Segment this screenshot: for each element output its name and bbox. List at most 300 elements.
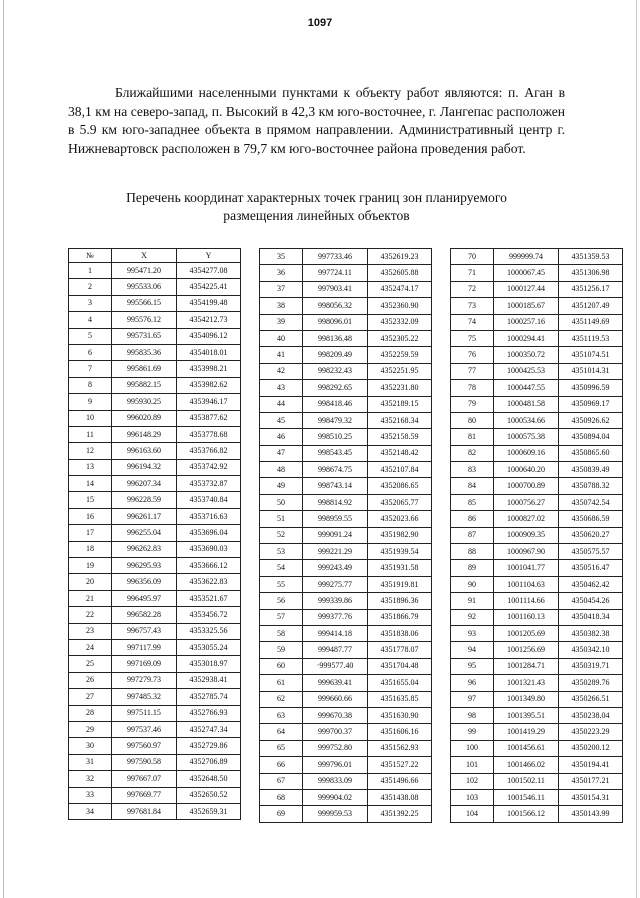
table-cell: 999414.18 [303,625,368,641]
table-cell: 4352086.65 [368,478,432,494]
table-row [69,754,241,770]
table-cell: 61 [260,675,303,691]
table-cell: 1001502.11 [494,773,559,789]
table-cell: 4350926.62 [559,412,623,428]
table-cell: 1001284.71 [494,658,559,674]
table-row [260,527,432,543]
table-row [69,443,241,459]
table-cell: 4351919.81 [368,576,432,592]
table-cell: 4352158.59 [368,429,432,445]
table-row [260,675,432,691]
table-cell: 54 [260,560,303,576]
table-heading-line-2: размещения линейных объектов [223,208,410,223]
table-header-row [69,249,241,263]
table-cell: 39 [260,314,303,330]
table-cell: 1001104.63 [494,576,559,592]
table-row [69,279,241,295]
table-cell: 1001321.43 [494,675,559,691]
table-row [451,773,623,789]
table-row [69,787,241,803]
table-cell: 4353716.63 [177,508,241,524]
table-cell: 999377.76 [303,609,368,625]
table-cell: 4350686.59 [559,511,623,527]
table-cell: 65 [260,740,303,756]
table-cell: 76 [451,347,494,363]
table-cell: 4353946.17 [177,394,241,410]
table-row [69,344,241,360]
table-cell: 74 [451,314,494,330]
table-row [260,707,432,723]
table-cell: 999487.77 [303,642,368,658]
table-cell: 4353766.82 [177,443,241,459]
table-row [69,394,241,410]
table-row [69,590,241,606]
table-cell: 11 [69,426,112,442]
table-cell: 1000447.55 [494,380,559,396]
table-row [69,312,241,328]
table-cell: 4352729.86 [177,738,241,754]
table-cell: 998674.75 [303,462,368,478]
coords-table-1 [68,248,241,820]
table-cell: 4351931.58 [368,560,432,576]
table-cell: 4354277.08 [177,263,241,279]
table-row [451,396,623,412]
table-cell: 45 [260,412,303,428]
table-row [451,658,623,674]
table-cell: 4351207.49 [559,298,623,314]
table-cell: 89 [451,560,494,576]
table-cell: 4350516.47 [559,560,623,576]
table-cell: 56 [260,593,303,609]
table-cell: 998510.25 [303,429,368,445]
table-row [69,738,241,754]
table-cell: 4350454.26 [559,593,623,609]
table-cell: 997667.07 [112,771,177,787]
table-cell: 4353456.72 [177,607,241,623]
table-cell: 997903.41 [303,281,368,297]
table-cell: 91 [451,593,494,609]
table-cell: 16 [69,508,112,524]
table-cell: 47 [260,445,303,461]
table-row [451,314,623,330]
table-row [260,265,432,281]
table-cell: 4353521.67 [177,590,241,606]
table-cell: 999670.38 [303,707,368,723]
scan-edge-right [636,0,637,898]
table-cell: 4353998.21 [177,361,241,377]
table-cell: 4353055.24 [177,639,241,655]
table-cell: 4351635.85 [368,691,432,707]
table-cell: 95 [451,658,494,674]
table-cell: 999999.74 [494,249,559,265]
table-row [69,426,241,442]
table-cell: 4350418.34 [559,609,623,625]
table-cell: 4352107.84 [368,462,432,478]
table-cell: 2 [69,279,112,295]
table-row [260,281,432,297]
table-row [451,707,623,723]
table-row [69,672,241,688]
table-cell: 4350865.60 [559,445,623,461]
table-cell: 995930.25 [112,394,177,410]
table-cell: 1000640.20 [494,462,559,478]
table-cell: 4352259.59 [368,347,432,363]
table-cell: 998479.32 [303,412,368,428]
table-cell: 1000909.35 [494,527,559,543]
table-cell: 997117.99 [112,639,177,655]
table-row [260,625,432,641]
table-cell: 4352648.50 [177,771,241,787]
table-cell: 24 [69,639,112,655]
table-cell: 1000534.66 [494,412,559,428]
table-cell: 4354096.12 [177,328,241,344]
table-cell: 4350238.04 [559,707,623,723]
table-cell: 7 [69,361,112,377]
table-cell: 35 [260,249,303,265]
table-row [69,803,241,819]
table-cell: 4352148.42 [368,445,432,461]
table-cell: 4352065.77 [368,494,432,510]
table-cell: 85 [451,494,494,510]
table-cell: 41 [260,347,303,363]
table-cell: 4350575.57 [559,544,623,560]
table-row [260,642,432,658]
table-cell: 27 [69,689,112,705]
table-cell: 21 [69,590,112,606]
table-cell: 4353666.12 [177,558,241,574]
table-row [260,773,432,789]
table-row [260,724,432,740]
table-cell: 1001546.11 [494,789,559,805]
table-cell: 4351606.16 [368,724,432,740]
table-cell: 70 [451,249,494,265]
table-cell: 4351074.51 [559,347,623,363]
table-cell: 71 [451,265,494,281]
table-cell: 995576.12 [112,312,177,328]
table-cell: 93 [451,625,494,641]
table-row [260,445,432,461]
table-cell: 4353690.03 [177,541,241,557]
table-row [451,494,623,510]
table-row [69,377,241,393]
table-cell: 48 [260,462,303,478]
table-row [451,412,623,428]
table-cell: 4352659.31 [177,803,241,819]
table-cell: 999221.29 [303,544,368,560]
table-cell: 996228.59 [112,492,177,508]
table-cell: 997537.46 [112,721,177,737]
table-cell: 4353696.04 [177,525,241,541]
table-cell: 1 [69,263,112,279]
table-cell: 66 [260,757,303,773]
table-cell: 55 [260,576,303,592]
table-cell: 30 [69,738,112,754]
table-cell: 4352251.95 [368,363,432,379]
table-cell: 4350289.76 [559,675,623,691]
table-cell: 98 [451,707,494,723]
table-row [451,806,623,822]
table-cell: 4353622.83 [177,574,241,590]
table-row [451,642,623,658]
table-row [260,691,432,707]
table-cell: 4351939.54 [368,544,432,560]
table-cell: 10 [69,410,112,426]
table-cell: 4352650.52 [177,787,241,803]
table-cell: 4351392.25 [368,806,432,822]
table-cell: 99 [451,724,494,740]
table-row [451,330,623,346]
table-cell: 4352619.23 [368,249,432,265]
table-cell: 1001466.02 [494,757,559,773]
table-cell: 92 [451,609,494,625]
table-cell: 4351527.22 [368,757,432,773]
table-row [451,675,623,691]
table-row [69,623,241,639]
table-cell: 996261.17 [112,508,177,524]
table-cell: 995533.06 [112,279,177,295]
table-cell: 4352231.80 [368,380,432,396]
table-cell: 4350194.41 [559,757,623,773]
table-cell: 998056.32 [303,298,368,314]
table-cell: 4353778.68 [177,426,241,442]
table-cell: 1000185.67 [494,298,559,314]
table-cell: 997681.84 [112,803,177,819]
table-cell: 1001566.12 [494,806,559,822]
table-cell: 996148.29 [112,426,177,442]
table-cell: 4351306.98 [559,265,623,281]
table-cell: 102 [451,773,494,789]
table-cell: 4350143.99 [559,806,623,822]
table-cell: 78 [451,380,494,396]
table-row [260,462,432,478]
table-cell: 4353740.84 [177,492,241,508]
table-cell: 1001349.80 [494,691,559,707]
table-row [260,544,432,560]
table-cell: 4353732.87 [177,476,241,492]
table-cell: 86 [451,511,494,527]
table-row [69,721,241,737]
table-row [260,380,432,396]
table-row [69,361,241,377]
table-cell: 32 [69,771,112,787]
table-row [451,593,623,609]
table-cell: 26 [69,672,112,688]
table-row [451,478,623,494]
table-cell: 1000067.45 [494,265,559,281]
table-cell: 42 [260,363,303,379]
table-cell: 46 [260,429,303,445]
table-cell: 4353018.97 [177,656,241,672]
table-cell: 4352785.74 [177,689,241,705]
table-heading-line-1: Перечень координат характерных точек границ зон планируемого [126,190,507,205]
table-cell: 4350894.04 [559,429,623,445]
table-row [260,298,432,314]
table-cell: 4350223.29 [559,724,623,740]
table-cell: 4350154.31 [559,789,623,805]
table-cell: 4350200.12 [559,740,623,756]
table-cell: 4351778.07 [368,642,432,658]
table-cell: 998959.55 [303,511,368,527]
table-cell: 59 [260,642,303,658]
table-cell: 995882.15 [112,377,177,393]
table-cell: 4352360.90 [368,298,432,314]
table-cell: 998743.14 [303,478,368,494]
table-cell: 1001256.69 [494,642,559,658]
table-row [69,574,241,590]
table-cell: 998418.46 [303,396,368,412]
table-cell: 4354212.73 [177,312,241,328]
table-cell: 52 [260,527,303,543]
table-cell: 996163.60 [112,443,177,459]
table-cell: 999091.24 [303,527,368,543]
table-cell: 999752.80 [303,740,368,756]
table-cell: 67 [260,773,303,789]
table-row [69,656,241,672]
table-cell: 6 [69,344,112,360]
table-cell: 996295.93 [112,558,177,574]
table-cell: 1000425.53 [494,363,559,379]
table-row [69,689,241,705]
table-row [451,724,623,740]
table-cell: 999660.66 [303,691,368,707]
table-cell: 13 [69,459,112,475]
table-cell: 4351838.06 [368,625,432,641]
table-cell: 4353325.56 [177,623,241,639]
table-cell: 15 [69,492,112,508]
table-cell: 4350342.10 [559,642,623,658]
table-row [69,410,241,426]
table-cell: 998814.92 [303,494,368,510]
table-row [451,527,623,543]
table-heading [68,189,565,225]
table-cell: 1001395.51 [494,707,559,723]
table-cell: 9 [69,394,112,410]
table-cell: 999833.09 [303,773,368,789]
table-row [260,658,432,674]
table-cell: 4351866.79 [368,609,432,625]
table-cell: 100 [451,740,494,756]
table-cell: 997590.58 [112,754,177,770]
table-cell: 997485.32 [112,689,177,705]
table-row [451,249,623,265]
table-cell: 4353877.62 [177,410,241,426]
table-cell: 97 [451,691,494,707]
table-cell: 1000967.90 [494,544,559,560]
table-cell: 83 [451,462,494,478]
table-row [451,281,623,297]
table-cell: 38 [260,298,303,314]
table-cell: 84 [451,478,494,494]
table-cell: 999700.37 [303,724,368,740]
table-cell: 69 [260,806,303,822]
table-row [260,314,432,330]
table-cell: 28 [69,705,112,721]
table-cell: 4350462.42 [559,576,623,592]
table-cell: 75 [451,330,494,346]
table-row [69,771,241,787]
table-cell: 1000575.38 [494,429,559,445]
table-row [69,492,241,508]
table-cell: 4351896.36 [368,593,432,609]
table-cell: 72 [451,281,494,297]
table-row [451,265,623,281]
table-row [260,560,432,576]
table-cell: 4350319.71 [559,658,623,674]
table-row [260,363,432,379]
table-cell: 996194.32 [112,459,177,475]
table-cell: 995731.65 [112,328,177,344]
table-cell: 4351359.53 [559,249,623,265]
table-row [451,789,623,805]
table-row [451,347,623,363]
table-row [69,459,241,475]
table-cell: 4351149.69 [559,314,623,330]
table-cell: 1001205.69 [494,625,559,641]
table-row [451,445,623,461]
table-cell: 4350839.49 [559,462,623,478]
table-cell: 4350177.21 [559,773,623,789]
table-cell: 87 [451,527,494,543]
table-row [260,429,432,445]
table-cell: 103 [451,789,494,805]
header-cell: X [112,249,177,263]
intro-paragraph: Ближайшими населенными пунктами к объекту работ являются: п. Аган в 38,1 км на северо-запад, п. Высокий в 42,3 км юго-восточнее, г. Лангепас расположен в 5.9 км юго-западнее объекта в прямом направлении. Административный центр г. Нижневартовск расположен в 79,7 км юго-восточнее района проведения работ. [68,85,565,156]
table-cell: 997279.73 [112,672,177,688]
table-cell: 997560.97 [112,738,177,754]
table-cell: 12 [69,443,112,459]
table-cell: 995566.15 [112,295,177,311]
table-cell: 40 [260,330,303,346]
table-cell: 4351014.31 [559,363,623,379]
table-cell: 4350382.38 [559,625,623,641]
table-cell: 4352706.89 [177,754,241,770]
table-cell: 64 [260,724,303,740]
table-cell: 4352938.41 [177,672,241,688]
table-row [451,757,623,773]
table-cell: 4351562.93 [368,740,432,756]
table-cell: 23 [69,623,112,639]
table-cell: 3 [69,295,112,311]
table-cell: 17 [69,525,112,541]
coords-table-3 [450,248,623,823]
scan-edge-left [3,0,4,898]
table-cell: 999275.77 [303,576,368,592]
table-cell: 4352023.66 [368,511,432,527]
table-row [260,789,432,805]
table-row [69,558,241,574]
table-cell: 4354199.48 [177,295,241,311]
table-cell: 68 [260,789,303,805]
coords-table-2 [259,248,432,823]
table-cell: 4352168.34 [368,412,432,428]
table-cell: 73 [451,298,494,314]
table-cell: 4354225.41 [177,279,241,295]
table-cell: 34 [69,803,112,819]
table-cell: 63 [260,707,303,723]
table-row [260,806,432,822]
table-cell: 995835.36 [112,344,177,360]
table-cell: 4352305.22 [368,330,432,346]
table-cell: 44 [260,396,303,412]
table-cell: 999904.02 [303,789,368,805]
table-cell: 4353982.62 [177,377,241,393]
table-row [260,511,432,527]
table-row [69,705,241,721]
table-row [260,478,432,494]
table-cell: 36 [260,265,303,281]
table-cell: 4351256.17 [559,281,623,297]
table-cell: 4351704.48 [368,658,432,674]
